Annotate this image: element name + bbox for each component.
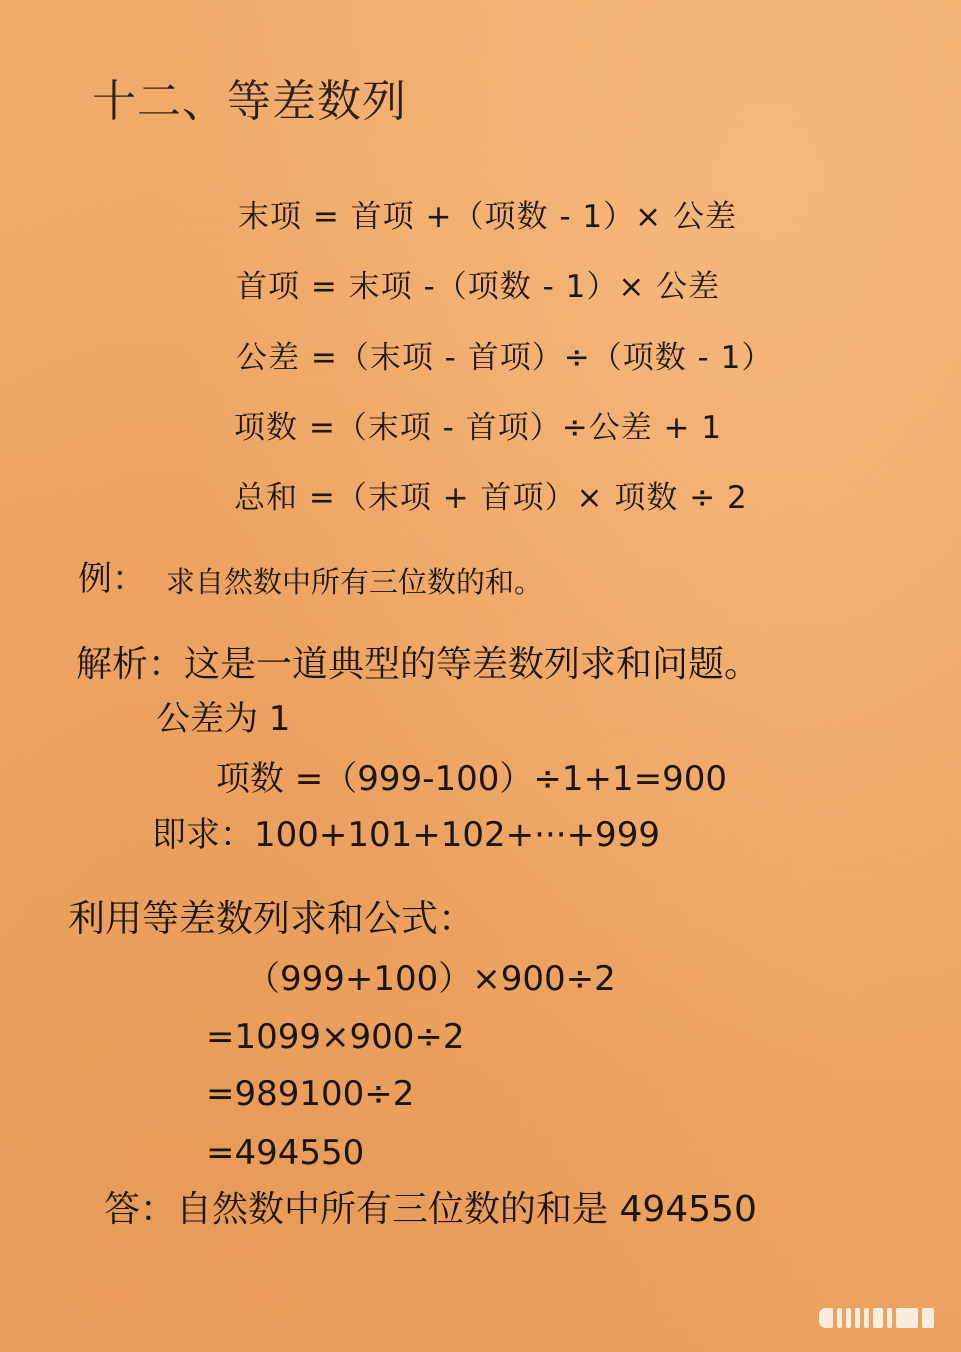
example-question: 求自然数中所有三位数的和。 <box>166 565 544 599</box>
example-label: 例： <box>78 559 146 599</box>
analysis-to-find: 即求：100+101+102+···+999 <box>152 815 660 855</box>
formula-first-term: 首项 = 末项 -（项数 - 1）× 公差 <box>236 269 721 305</box>
solution-step: （999+100）×900÷2 <box>246 959 616 999</box>
analysis-term-count: 项数 =（999-100）÷1+1=900 <box>216 759 727 799</box>
solution-heading: 利用等差数列求和公式： <box>68 897 475 940</box>
solution-step: =989100÷2 <box>206 1074 415 1114</box>
analysis-intro: 解析：这是一道典型的等差数列求和问题。 <box>76 644 761 685</box>
solution-step: =1099×900÷2 <box>206 1017 465 1057</box>
analysis-common-difference: 公差为 1 <box>156 699 291 739</box>
section-title: 十二、等差数列 <box>92 76 407 127</box>
formula-last-term: 末项 = 首项 +（项数 - 1）× 公差 <box>238 199 737 235</box>
formula-term-count: 项数 =（末项 - 首项）÷公差 + 1 <box>234 410 723 446</box>
answer-line: 答：自然数中所有三位数的和是 494550 <box>104 1189 757 1230</box>
formula-sum: 总和 =（末项 + 首项）× 项数 ÷ 2 <box>234 480 748 516</box>
watermark-logo <box>819 1306 939 1330</box>
solution-step: =494550 <box>206 1133 365 1173</box>
formula-common-difference: 公差 =（末项 - 首项）÷（项数 - 1） <box>236 340 774 376</box>
